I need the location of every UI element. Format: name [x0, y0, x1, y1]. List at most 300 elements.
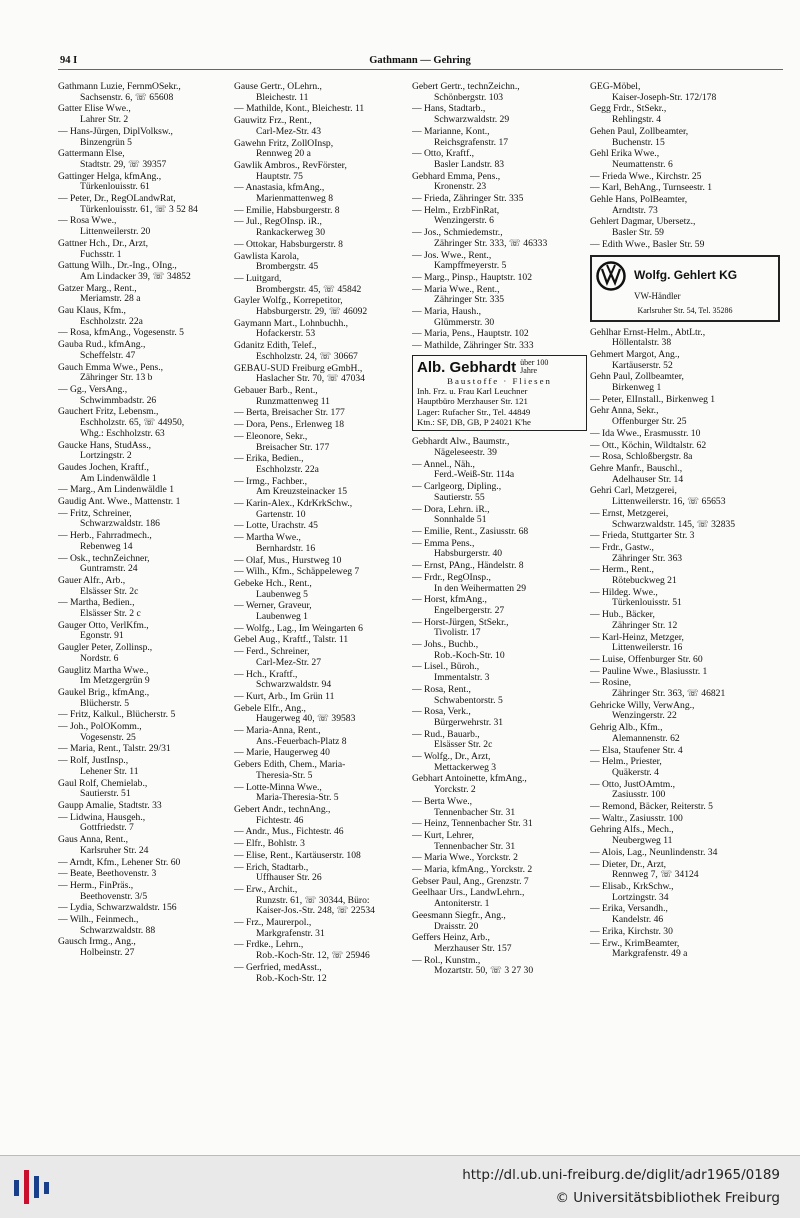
- directory-entry: [234, 139, 408, 160]
- directory-entry: [234, 601, 408, 622]
- directory-entry: [58, 688, 230, 709]
- directory-entry: [412, 273, 587, 284]
- directory-entry: [590, 406, 780, 427]
- gebhardt-ad: [412, 355, 587, 431]
- directory-entry: [590, 441, 780, 452]
- entry-name-line: Gausch Irmg., Ang.,: [58, 937, 136, 948]
- entry-name-line: — Karl, BehAng., Turnseestr. 1: [590, 183, 713, 194]
- directory-entry: [590, 927, 780, 938]
- entry-address-line: Zähringer Str. 13 b: [80, 373, 153, 384]
- directory-entry: [412, 797, 587, 818]
- entry-address-line: Beethovenstr. 3/5: [80, 891, 148, 902]
- entry-name-line: — Erika, Kirchstr. 30: [590, 926, 673, 937]
- entry-name-line: — Arndt, Kfm., Lehener Str. 60: [58, 857, 181, 868]
- directory-entry: [412, 251, 587, 272]
- directory-entry: [234, 851, 408, 862]
- entry-name-line: — Hans-Jürgen, DiplVolksw.,: [58, 126, 173, 137]
- entry-address-line: Mozartstr. 50, ☏ 3 27 30: [434, 966, 534, 977]
- entry-name-line: Gaymann Mart., Lohnbuchh.,: [234, 318, 349, 329]
- directory-entry: [234, 82, 408, 103]
- column-1: [58, 82, 230, 960]
- entry-name-line: — Karl-Heinz, Metzger,: [590, 632, 684, 643]
- entry-address-line: Zähringer Str. 363: [612, 553, 683, 564]
- entry-address-line: Egonstr. 91: [80, 631, 124, 642]
- directory-entry: [590, 678, 780, 699]
- directory-entry: [412, 104, 587, 125]
- entry-name-line: Gattermann Else,: [58, 149, 125, 160]
- entry-address-line: Sonnhalde 51: [434, 515, 487, 526]
- entry-address-line: Im Metzgergrün 9: [80, 676, 150, 687]
- entry-name-line: Gawlista Karola,: [234, 251, 300, 262]
- directory-entry: [58, 485, 230, 496]
- entry-name-line: — Erw., Archit.,: [234, 884, 298, 895]
- entry-address-line: Kartäuserstr. 52: [612, 360, 673, 371]
- entry-name-line: Gattner Hch., Dr., Arzt,: [58, 238, 149, 249]
- entry-address-line: Sachsenstr. 6, ☏ 65608: [80, 92, 174, 103]
- vw-logo-icon: [596, 261, 626, 291]
- entry-name-line: — Joh., PolOKomm.,: [58, 722, 142, 733]
- directory-entry: [234, 827, 408, 838]
- directory-entry: [58, 858, 230, 869]
- directory-entry: [590, 464, 780, 485]
- entry-name-line: — Peter, Dr., RegOLandwRat,: [58, 194, 176, 205]
- running-head: Gathmann — Gehring: [369, 55, 471, 66]
- entry-address-line: Elsässer Str. 2c: [434, 740, 493, 751]
- entry-name-line: Gebhardt Alw., Baumstr.,: [412, 437, 510, 448]
- directory-entry: [234, 386, 408, 407]
- directory-entry: [58, 835, 230, 856]
- entry-name-line: — Rol., Kunstm.,: [412, 955, 481, 966]
- directory-entry: [590, 172, 780, 183]
- directory-entry: [590, 104, 780, 125]
- directory-entry: [234, 760, 408, 781]
- directory-entry: [234, 161, 408, 182]
- directory-entry: [234, 783, 408, 804]
- directory-entry: [590, 780, 780, 801]
- entry-name-line: — Lydia, Schwarzwaldstr. 156: [58, 903, 177, 914]
- directory-entry: [58, 385, 230, 406]
- entry-name-line: — Jul., RegOInsp. iR.,: [234, 217, 322, 228]
- entry-name-line: — Olaf, Mus., Hurstweg 10: [234, 555, 342, 566]
- directory-entry: [234, 556, 408, 567]
- entry-address-line: Rob.-Koch-Str. 10: [434, 650, 505, 661]
- entry-name-line: Gauglitz Martha Wwe.,: [58, 665, 149, 676]
- directory-entry: [234, 296, 408, 317]
- entry-name-line: Gebele Elfr., Ang.,: [234, 703, 306, 714]
- entry-address-line: Gottfriedstr. 7: [80, 823, 134, 834]
- entry-name-line: — Maria-Anna, Rent.,: [234, 726, 321, 737]
- directory-entry: [590, 802, 780, 813]
- entry-address-line: Tennenbacher Str. 31: [434, 807, 516, 818]
- entry-address-line: Sautierstr. 55: [434, 492, 485, 503]
- entry-address-line: Elsässer Str. 2 c: [80, 609, 141, 620]
- entry-name-line: — Rolf, JustInsp.,: [58, 756, 129, 767]
- entry-name-line: — Wolfg., Dr., Arzt,: [412, 752, 491, 763]
- entry-address-line: Antoniterstr. 1: [434, 899, 490, 910]
- entry-name-line: Gauger Otto, VerlKfm.,: [58, 620, 149, 631]
- entry-name-line: — Erika, Versandh.,: [590, 904, 668, 915]
- directory-entry: [590, 882, 780, 903]
- entry-name-line: Gehl Erika Wwe.,: [590, 149, 660, 160]
- entry-name-line: — Maria, kfmAng., Yorckstr. 2: [412, 865, 533, 876]
- entry-name-line: — Hub., Bäcker,: [590, 610, 655, 621]
- entry-address-line: Breisacher Str. 177: [256, 442, 330, 453]
- entry-address-line: Eschholzstr. 65, ☏ 44950,: [80, 418, 185, 429]
- directory-entry: [590, 860, 780, 881]
- entry-address-line: Tennenbacher Str. 31: [434, 841, 516, 852]
- directory-entry: [234, 635, 408, 646]
- directory-entry: [590, 328, 780, 349]
- column-4: [590, 82, 780, 961]
- directory-entry: [58, 801, 230, 812]
- entry-address-line: Schwimmbadstr. 26: [80, 395, 157, 406]
- entry-name-line: Gawehn Fritz, ZollOInsp,: [234, 138, 334, 149]
- directory-entry: [58, 813, 230, 834]
- entry-name-line: — Maria Wwe., Yorckstr. 2: [412, 853, 518, 864]
- entry-name-line: Gattinger Helga, kfmAng.,: [58, 171, 162, 182]
- entry-address-line: Kampffmeyerstr. 5: [434, 261, 507, 272]
- entry-name-line: — Fritz, Kalkul., Blücherstr. 5: [58, 710, 176, 721]
- entry-name-line: — Frieda Wwe., Kirchstr. 25: [590, 171, 702, 182]
- entry-name-line: Gaus Anna, Rent.,: [58, 835, 129, 846]
- entry-address-line: Am Lindacker 39, ☏ 34852: [80, 271, 191, 282]
- directory-entry: [234, 104, 408, 115]
- entry-address-line: Basler Str. 59: [612, 228, 664, 239]
- entry-name-line: — Maria, Pens., Hauptstr. 102: [412, 329, 529, 340]
- directory-entry: [234, 885, 408, 917]
- entry-name-line: — Jos. Wwe., Rent.,: [412, 250, 492, 261]
- entry-name-line: — Rosa, Schloßbergstr. 8a: [590, 452, 693, 463]
- entry-address-line: Rob.-Koch-Str. 12: [256, 973, 327, 984]
- entry-name-line: Gehrig Alb., Kfm.,: [590, 723, 663, 734]
- entry-name-line: Gehre Manfr., Bauschl.,: [590, 463, 683, 474]
- directory-entry: [234, 252, 408, 273]
- entry-address-line: Rennweg 7, ☏ 34124: [612, 870, 699, 881]
- directory-entry: [58, 82, 230, 103]
- directory-entry: [58, 576, 230, 597]
- entry-name-line: — Irmg., Fachber.,: [234, 476, 308, 487]
- entry-address-line: Am Lindenwäldle 1: [80, 473, 157, 484]
- entry-address-line: Eschholzstr. 22a: [80, 316, 143, 327]
- directory-entry: [412, 933, 587, 954]
- entry-name-line: — Eleonore, Sekr.,: [234, 431, 308, 442]
- entry-name-line: — Carlgeorg, Dipling.,: [412, 482, 502, 493]
- entry-address-line: Fuchsstr. 1: [80, 249, 122, 260]
- entry-name-line: GEBAU-SÜD Freiburg eGmbH.,: [234, 363, 363, 374]
- directory-entry: [234, 341, 408, 362]
- entry-name-line: Gattung Wilh., Dr.-Ing., OIng.,: [58, 261, 177, 272]
- directory-entry: [58, 194, 230, 215]
- page-header: [60, 55, 780, 69]
- entry-name-line: — Rosa, Verk.,: [412, 707, 471, 718]
- entry-address-line: Glümmerstr. 30: [434, 317, 495, 328]
- entry-name-line: — Lotte, Urachstr. 45: [234, 521, 318, 532]
- entry-name-line: — Pauline Wwe., Blasiusstr. 1: [590, 666, 708, 677]
- directory-entry: [234, 477, 408, 498]
- entry-address-line: Hauptstr. 75: [256, 171, 303, 182]
- directory-entry: [412, 460, 587, 481]
- directory-entry: [58, 407, 230, 439]
- directory-entry: [590, 848, 780, 859]
- entry-address-line: Quäkerstr. 4: [612, 767, 659, 778]
- entry-address-line: Schwarzwaldstr. 29: [434, 115, 510, 126]
- entry-address-line: Arndtstr. 73: [612, 205, 658, 216]
- entry-address-line: Wenzingerstr. 22: [612, 711, 677, 722]
- entry-address-line: Merzhauser Str. 157: [434, 944, 512, 954]
- entry-name-line: — Osk., technZeichner,: [58, 553, 150, 564]
- entry-name-line: — Horst-Jürgen, StSekr.,: [412, 617, 509, 628]
- entry-name-line: — Frdr., RegOInsp.,: [412, 572, 491, 583]
- directory-entry: [590, 723, 780, 744]
- directory-entry: [58, 239, 230, 260]
- directory-entry: [590, 655, 780, 666]
- entry-name-line: Gauch Emma Wwe., Pens.,: [58, 362, 164, 373]
- directory-entry: [412, 341, 587, 352]
- entry-name-line: Gebhard Emma, Pens.,: [412, 171, 501, 182]
- entry-name-line: — Herm., Rent.,: [590, 565, 654, 576]
- directory-entry: [412, 172, 587, 193]
- entry-name-line: — Elsa, Staufener Str. 4: [590, 745, 683, 756]
- directory-entry: [58, 509, 230, 530]
- entry-name-line: — Frdke., Lehrn.,: [234, 940, 304, 951]
- entry-name-line: — Kurt, Lehrer,: [412, 830, 474, 841]
- entry-name-line: Gebert Gertr., technZeichn.,: [412, 82, 520, 92]
- entry-address-line: Theresia-Str. 5: [256, 770, 313, 781]
- entry-name-line: — Ernst, Metzgerei,: [590, 508, 669, 519]
- entry-address-line: Rötebuckweg 21: [612, 576, 677, 587]
- entry-address-line: Buchenstr. 15: [612, 137, 665, 148]
- ad-company-name: Wolfg. Gehlert KG: [634, 268, 738, 283]
- directory-entry: [234, 918, 408, 939]
- entry-name-line: — Horst, kfmAng.,: [412, 595, 487, 606]
- directory-entry: [234, 240, 408, 251]
- directory-entry: [58, 463, 230, 484]
- copyright-notice: © Universitätsbibliothek Freiburg: [555, 1190, 780, 1206]
- directory-entry: [58, 710, 230, 721]
- directory-entry: [58, 621, 230, 642]
- entry-address-line: Nordstr. 6: [80, 653, 119, 664]
- entry-name-line: Gdanitz Edith, Telef.,: [234, 341, 317, 352]
- entry-name-line: — Remond, Bäcker, Reiterstr. 5: [590, 802, 713, 813]
- entry-address-line: Binzengrün 5: [80, 137, 132, 148]
- entry-address-line: Guntramstr. 24: [80, 564, 138, 575]
- entry-address-line: Maria-Theresia-Str. 5: [256, 793, 339, 804]
- entry-address-line: Eschholzstr. 22a: [256, 464, 319, 475]
- entry-address-line: Holbeinstr. 27: [80, 948, 135, 959]
- entry-name-line: Geffers Heinz, Arb.,: [412, 933, 490, 944]
- entry-name-line: Gaul Rolf, Chemielab.,: [58, 778, 148, 789]
- entry-address-line: Höllentalstr. 38: [612, 338, 672, 349]
- entry-address-line: Elsässer Str. 2c: [80, 586, 139, 597]
- entry-address-line: Draisstr. 20: [434, 921, 479, 932]
- directory-entry: [412, 752, 587, 773]
- entry-name-line: — Andr., Mus., Fichtestr. 46: [234, 827, 344, 838]
- directory-entry: [234, 364, 408, 385]
- entry-name-line: — Karin-Alex., KdrKrkSchw.,: [234, 499, 353, 510]
- directory-entry: [590, 904, 780, 925]
- directory-entry: [412, 865, 587, 876]
- header-rule: [58, 69, 783, 70]
- entry-address-line: Kronenstr. 23: [434, 182, 487, 193]
- entry-name-line: Gehring Alfs., Mech.,: [590, 825, 674, 836]
- entry-address-line: Offenburger Str. 25: [612, 417, 687, 428]
- entry-address-line: Am Kreuzsteinacker 15: [256, 487, 348, 498]
- entry-name-line: — Lidwina, Hausgeh.,: [58, 812, 146, 823]
- entry-name-line: — Rosa, Rent.,: [412, 684, 471, 695]
- entry-name-line: — Dora, Pens., Erlenweg 18: [234, 420, 345, 431]
- entry-name-line: — Frieda, Stuttgarter Str. 3: [590, 531, 695, 542]
- entry-name-line: — Martha Wwe.,: [234, 533, 301, 544]
- directory-entry: [412, 595, 587, 616]
- entry-name-line: — Lisel., Büroh.,: [412, 662, 480, 673]
- entry-name-line: Gauchert Fritz, Lebensm.,: [58, 407, 159, 418]
- library-logo-icon: [12, 1168, 52, 1206]
- entry-name-line: — Herb., Fahrradmech.,: [58, 531, 152, 542]
- directory-entry: [58, 903, 230, 914]
- directory-entry: [590, 240, 780, 251]
- entry-address-line: Scheffelstr. 47: [80, 350, 136, 361]
- entry-name-line: — Martha, Bedien.,: [58, 598, 135, 609]
- entry-name-line: — Hch., Kraftf.,: [234, 669, 298, 680]
- entry-address-line: Lortzingstr. 34: [612, 892, 669, 903]
- directory-entry: [412, 527, 587, 538]
- directory-entry: [234, 748, 408, 759]
- entry-name-line: — Ernst, PAng., Händelstr. 8: [412, 561, 524, 572]
- entry-name-line: — Wilh., Feinmech.,: [58, 915, 139, 926]
- directory-entry: [412, 774, 587, 795]
- entry-name-line: — Werner, Graveur,: [234, 601, 312, 612]
- entry-name-line: — Marg., Pinsp., Hauptstr. 102: [412, 272, 533, 283]
- entry-name-line: Gebauer Barb., Rent.,: [234, 385, 318, 396]
- entry-name-line: — Berta, Breisacher Str. 177: [234, 408, 345, 419]
- entry-name-line: — Marianne, Kont.,: [412, 126, 490, 137]
- directory-entry: [412, 539, 587, 560]
- entry-name-line: Gehn Paul, Zollbeamter,: [590, 372, 684, 383]
- directory-entry: [412, 956, 587, 977]
- directory-entry: [58, 881, 230, 902]
- directory-entry: [590, 127, 780, 148]
- entry-address-line: Habsburgerstr. 29, ☏ 46092: [256, 307, 368, 318]
- entry-address-line: Neubergweg 11: [612, 836, 673, 847]
- ad-owner: Inh. Frz. u. Frau Karl Leuchner: [417, 386, 528, 397]
- directory-entry: [590, 486, 780, 507]
- entry-address-line: Sautierstr. 51: [80, 789, 131, 800]
- directory-entry: [58, 149, 230, 170]
- entry-name-line: Gathmann Luzie, FernmOSekr.,: [58, 82, 181, 92]
- directory-entry: [590, 757, 780, 778]
- directory-entry: [234, 217, 408, 238]
- entry-name-line: — Berta Wwe.,: [412, 796, 473, 807]
- directory-entry: [58, 497, 230, 508]
- entry-name-line: — Erich, Stadtarb.,: [234, 862, 309, 873]
- directory-entry: [58, 104, 230, 125]
- entry-name-line: — Fritz, Schreiner,: [58, 508, 132, 519]
- directory-entry: [590, 195, 780, 216]
- directory-entry: [412, 194, 587, 205]
- entry-address-line: Schwarzwaldstr. 186: [80, 519, 160, 530]
- entry-address-line: Kaiser-Joseph-Str. 172/178: [612, 92, 717, 103]
- entry-address-line: Littenweilerstr. 16: [612, 643, 683, 654]
- entry-name-line: — Otto, JustOAmtm.,: [590, 779, 676, 790]
- entry-address-line: Runzmattenweg 11: [256, 396, 330, 407]
- entry-address-line: Nägeleseestr. 39: [434, 448, 497, 459]
- entry-address-line: Adelhauser Str. 14: [612, 474, 684, 485]
- entry-name-line: — Peter, ElInstall., Birkenweg 1: [590, 394, 716, 405]
- entry-name-line: — Rosa, kfmAng., Vogesenstr. 5: [58, 328, 184, 339]
- entry-name-line: Geelhaar Urs., LandwLehrn.,: [412, 888, 525, 899]
- entry-address-line: Ans.-Feuerbach-Platz 8: [256, 736, 347, 747]
- directory-entry: [590, 217, 780, 238]
- entry-address-line: Hofackerstr. 53: [256, 329, 316, 340]
- directory-entry: [58, 172, 230, 193]
- entry-name-line: Gehle Hans, PolBeamter,: [590, 195, 688, 206]
- directory-entry: [590, 633, 780, 654]
- entry-name-line: — Kurt, Arb., Im Grün 11: [234, 691, 335, 702]
- directory-entry: [412, 437, 587, 458]
- entry-address-line: Lahrer Str. 2: [80, 115, 129, 126]
- entry-name-line: — Rud., Bauarb.,: [412, 729, 480, 740]
- directory-entry: [412, 329, 587, 340]
- directory-entry: [412, 618, 587, 639]
- entry-address-line: Zähringer Str. 335: [434, 295, 505, 306]
- entry-address-line: Yorckstr. 2: [434, 785, 476, 796]
- entry-name-line: — Marg., Am Lindenwäldle 1: [58, 485, 174, 496]
- directory-entry: [590, 565, 780, 586]
- entry-name-line: — Frdr., Gastw.,: [590, 542, 654, 553]
- entry-name-line: — Johs., Buchb.,: [412, 640, 479, 651]
- entry-address-line: Rankackerweg 30: [256, 228, 325, 239]
- directory-entry: [234, 692, 408, 703]
- entry-address-line: Haslacher Str. 70, ☏ 47034: [256, 374, 365, 385]
- entry-name-line: — Jos., Schmiedemstr.,: [412, 228, 503, 239]
- entry-name-line: — Luise, Offenburger Str. 60: [590, 654, 703, 665]
- directory-entry: [58, 937, 230, 958]
- directory-entry: [590, 395, 780, 406]
- directory-entry: [590, 667, 780, 678]
- directory-entry: [58, 363, 230, 384]
- entry-name-line: — Maria Wwe., Rent.,: [412, 284, 500, 295]
- directory-entry: [58, 915, 230, 936]
- entry-address-line: Runzstr. 61, ☏ 30344, Büro:: [256, 895, 370, 906]
- directory-entry: [590, 372, 780, 393]
- directory-entry: [58, 722, 230, 743]
- entry-name-line: Gauer Alfr., Arb.,: [58, 575, 126, 586]
- entry-name-line: — Ida Wwe., Erasmusstr. 10: [590, 428, 701, 439]
- entry-address-line: Bürgerwehrstr. 31: [434, 717, 504, 728]
- entry-address-line: Reichsgrafenstr. 17: [434, 137, 509, 148]
- entry-address-line: Schwabentorstr. 5: [434, 695, 503, 706]
- entry-address-line: Schwarzwaldstr. 145, ☏ 32835: [612, 519, 736, 530]
- gehlert-ad: [590, 255, 780, 322]
- directory-entry: [234, 579, 408, 600]
- entry-address-line: Blücherstr. 5: [80, 698, 130, 709]
- source-url-link[interactable]: http://dl.ub.uni-freiburg.de/diglit/adr1965/0189: [462, 1167, 780, 1183]
- directory-entry: [234, 704, 408, 725]
- entry-address-line: Lehener Str. 11: [80, 766, 139, 777]
- directory-entry: [234, 454, 408, 475]
- entry-address-line: Türkenlouisstr. 61: [80, 182, 150, 193]
- directory-entry: [590, 149, 780, 170]
- entry-address-line: Rehlingstr. 4: [612, 115, 662, 126]
- directory-entry: [234, 183, 408, 204]
- entry-name-line: Gehricke Willy, VerwAng.,: [590, 700, 695, 711]
- entry-name-line: — Maria, Rent., Talstr. 29/31: [58, 744, 171, 755]
- entry-name-line: — Herm., FinPräs.,: [58, 880, 134, 891]
- entry-name-line: — Gerfried, medAsst.,: [234, 962, 322, 973]
- directory-entry: [590, 350, 780, 371]
- entry-address-line: Zähringer Str. 12: [612, 620, 678, 631]
- entry-address-line: Rebenweg 14: [80, 541, 133, 552]
